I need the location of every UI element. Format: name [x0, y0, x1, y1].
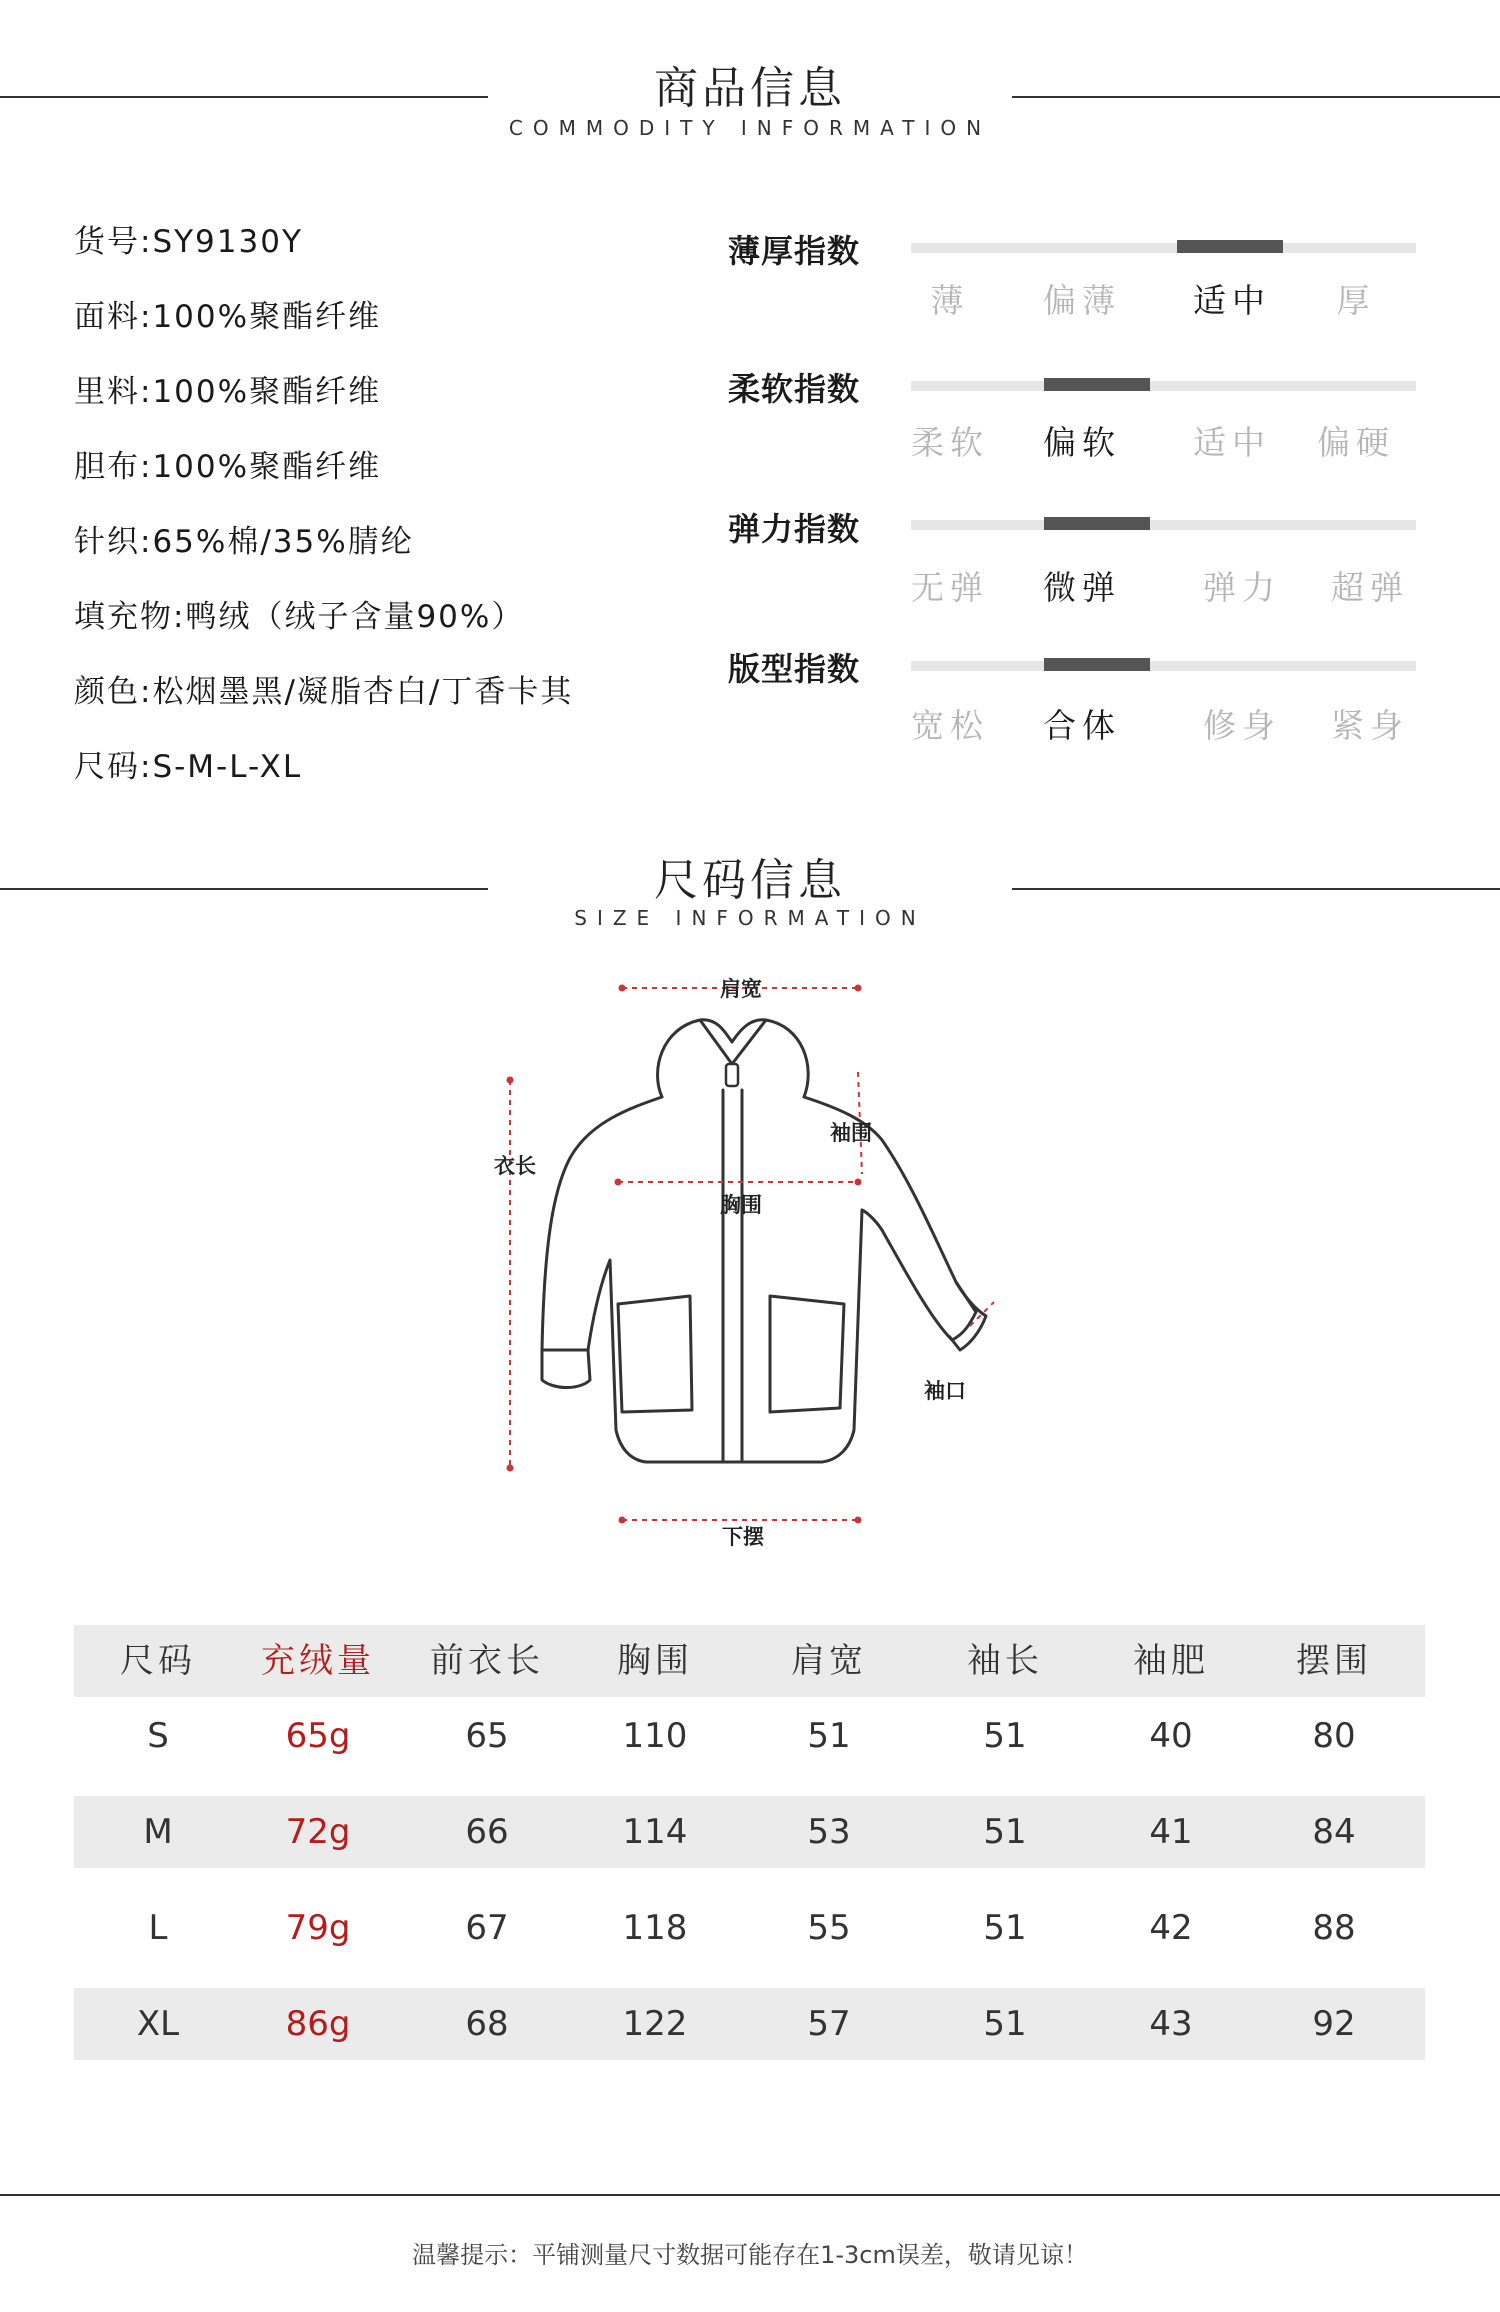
index-label-softness: 柔软指数: [728, 370, 861, 408]
table-cell-shoulder: 51: [807, 1716, 851, 1756]
table-cell-size: S: [147, 1716, 169, 1756]
index-label-elasticity: 弹力指数: [728, 510, 861, 548]
index-marker-softness: [1044, 378, 1150, 391]
table-cell-down-fill: 65g: [285, 1716, 351, 1756]
diagram-label-chest: 胸围: [720, 1194, 762, 1217]
diagram-label-hem: 下摆: [722, 1526, 764, 1549]
index-track-elasticity: [911, 520, 1416, 530]
table-cell-down-fill: 79g: [285, 1908, 351, 1948]
index-level: 厚: [1336, 281, 1376, 320]
table-cell-shoulder: 53: [807, 1812, 851, 1852]
table-cell-front-length: 67: [465, 1908, 509, 1948]
index-level: 紧身: [1331, 706, 1409, 745]
table-row: [74, 1796, 1425, 1868]
table-cell-shoulder: 57: [807, 2004, 851, 2044]
index-marker-fit: [1044, 658, 1150, 671]
measure-dot: [619, 985, 626, 992]
table-cell-sleeve-width: 41: [1149, 1812, 1193, 1852]
index-track-fit: [911, 661, 1416, 671]
table-cell-chest: 114: [622, 1812, 688, 1852]
size-section-title: 尺码信息: [654, 855, 846, 906]
coat-left-pocket: [618, 1296, 692, 1412]
table-header-shoulder: 肩宽: [791, 1641, 867, 1681]
spec-item-fabric: 面料:100%聚酯纤维: [74, 299, 382, 335]
table-header-size: 尺码: [120, 1641, 196, 1681]
index-level: 适中: [1193, 281, 1271, 320]
index-level: 柔软: [911, 423, 989, 462]
spec-item-sku: 货号:SY9130Y: [74, 224, 303, 260]
measure-dot: [507, 1465, 514, 1472]
index-level: 薄: [930, 281, 970, 320]
table-cell-down-fill: 72g: [285, 1812, 351, 1852]
table-row: [74, 1892, 1425, 1964]
table-header-sleeve-length: 袖长: [967, 1641, 1043, 1681]
index-level: 微弹: [1043, 568, 1121, 607]
diagram-label-length: 衣长: [494, 1155, 536, 1178]
measure-dot: [507, 1077, 514, 1084]
footer-rule: [0, 2194, 1500, 2196]
table-cell-size: XL: [136, 2004, 180, 2044]
spec-item-knit: 针织:65%棉/35%腈纶: [74, 524, 414, 560]
measure-dot: [855, 1179, 862, 1186]
commodity-section-title: 商品信息: [654, 63, 846, 114]
index-level: 合体: [1043, 706, 1121, 745]
table-cell-hem: 84: [1312, 1812, 1356, 1852]
table-cell-sleeve-width: 42: [1149, 1908, 1193, 1948]
index-level: 偏软: [1043, 423, 1121, 462]
index-level: 偏薄: [1043, 281, 1121, 320]
index-level: 超弹: [1331, 568, 1409, 607]
table-header-sleeve-width: 袖肥: [1133, 1641, 1209, 1681]
coat-placket: [723, 1090, 742, 1462]
coat-left-cuff: [542, 1350, 590, 1388]
index-level: 宽松: [911, 706, 989, 745]
table-header-row: [74, 1625, 1425, 1697]
table-cell-chest: 122: [622, 2004, 688, 2044]
index-level: 修身: [1203, 706, 1281, 745]
index-level: 弹力: [1203, 568, 1281, 607]
table-header-chest: 胸围: [617, 1641, 693, 1681]
commodity-section-subtitle: COMMODITY INFORMATION: [508, 116, 992, 140]
table-cell-front-length: 65: [465, 1716, 509, 1756]
table-cell-hem: 80: [1312, 1716, 1356, 1756]
index-level: 偏硬: [1317, 423, 1395, 462]
index-level: 适中: [1193, 423, 1271, 462]
index-marker-elasticity: [1044, 517, 1150, 530]
table-cell-size: L: [148, 1908, 168, 1948]
table-cell-down-fill: 86g: [285, 2004, 351, 2044]
table-row: [74, 1988, 1425, 2060]
table-cell-sleeve-width: 43: [1149, 2004, 1193, 2044]
table-cell-sleeve-length: 51: [983, 2004, 1027, 2044]
index-track-thickness: [911, 243, 1416, 253]
index-marker-thickness: [1177, 240, 1283, 253]
spec-item-filling: 填充物:鸭绒（绒子含量90%）: [74, 599, 525, 635]
zipper-pull: [726, 1064, 738, 1086]
diagram-label-shoulder: 肩宽: [720, 978, 762, 1001]
table-cell-sleeve-length: 51: [983, 1812, 1027, 1852]
table-cell-shoulder: 55: [807, 1908, 851, 1948]
table-cell-chest: 110: [622, 1716, 688, 1756]
coat-measurement-diagram: [470, 960, 1050, 1560]
table-cell-sleeve-length: 51: [983, 1908, 1027, 1948]
coat-body: [542, 1097, 862, 1462]
measure-dot: [855, 985, 862, 992]
table-cell-size: M: [143, 1812, 173, 1852]
measure-dot: [615, 1179, 622, 1186]
spec-item-inner: 胆布:100%聚酯纤维: [74, 449, 382, 485]
diagram-label-cuff: 袖口: [924, 1380, 966, 1403]
index-track-softness: [911, 381, 1416, 391]
table-header-front-length: 前衣长: [430, 1641, 544, 1681]
index-level: 无弹: [911, 568, 989, 607]
table-header-down-fill: 充绒量: [261, 1641, 375, 1681]
diagram-label-sleeve-girth: 袖围: [830, 1122, 872, 1145]
table-cell-front-length: 68: [465, 2004, 509, 2044]
table-cell-hem: 88: [1312, 1908, 1356, 1948]
index-label-fit: 版型指数: [728, 650, 861, 688]
measure-dot: [619, 1517, 626, 1524]
spec-item-lining: 里料:100%聚酯纤维: [74, 374, 382, 410]
table-cell-hem: 92: [1312, 2004, 1356, 2044]
spec-item-colors: 颜色:松烟墨黑/凝脂杏白/丁香卡其: [74, 674, 574, 710]
size-section-subtitle: SIZE INFORMATION: [574, 906, 926, 930]
table-cell-sleeve-length: 51: [983, 1716, 1027, 1756]
spec-item-sizes: 尺码:S-M-L-XL: [74, 749, 303, 785]
coat-right-pocket: [770, 1296, 844, 1412]
table-cell-front-length: 66: [465, 1812, 509, 1852]
table-row: [74, 1700, 1425, 1772]
measurement-notice: 温馨提示：平铺测量尺寸数据可能存在1-3cm误差，敬请见谅！: [412, 2241, 1088, 2269]
table-cell-sleeve-width: 40: [1149, 1716, 1193, 1756]
index-label-thickness: 薄厚指数: [728, 232, 861, 270]
measure-dot: [855, 1517, 862, 1524]
table-header-hem: 摆围: [1296, 1641, 1372, 1681]
table-cell-chest: 118: [622, 1908, 688, 1948]
